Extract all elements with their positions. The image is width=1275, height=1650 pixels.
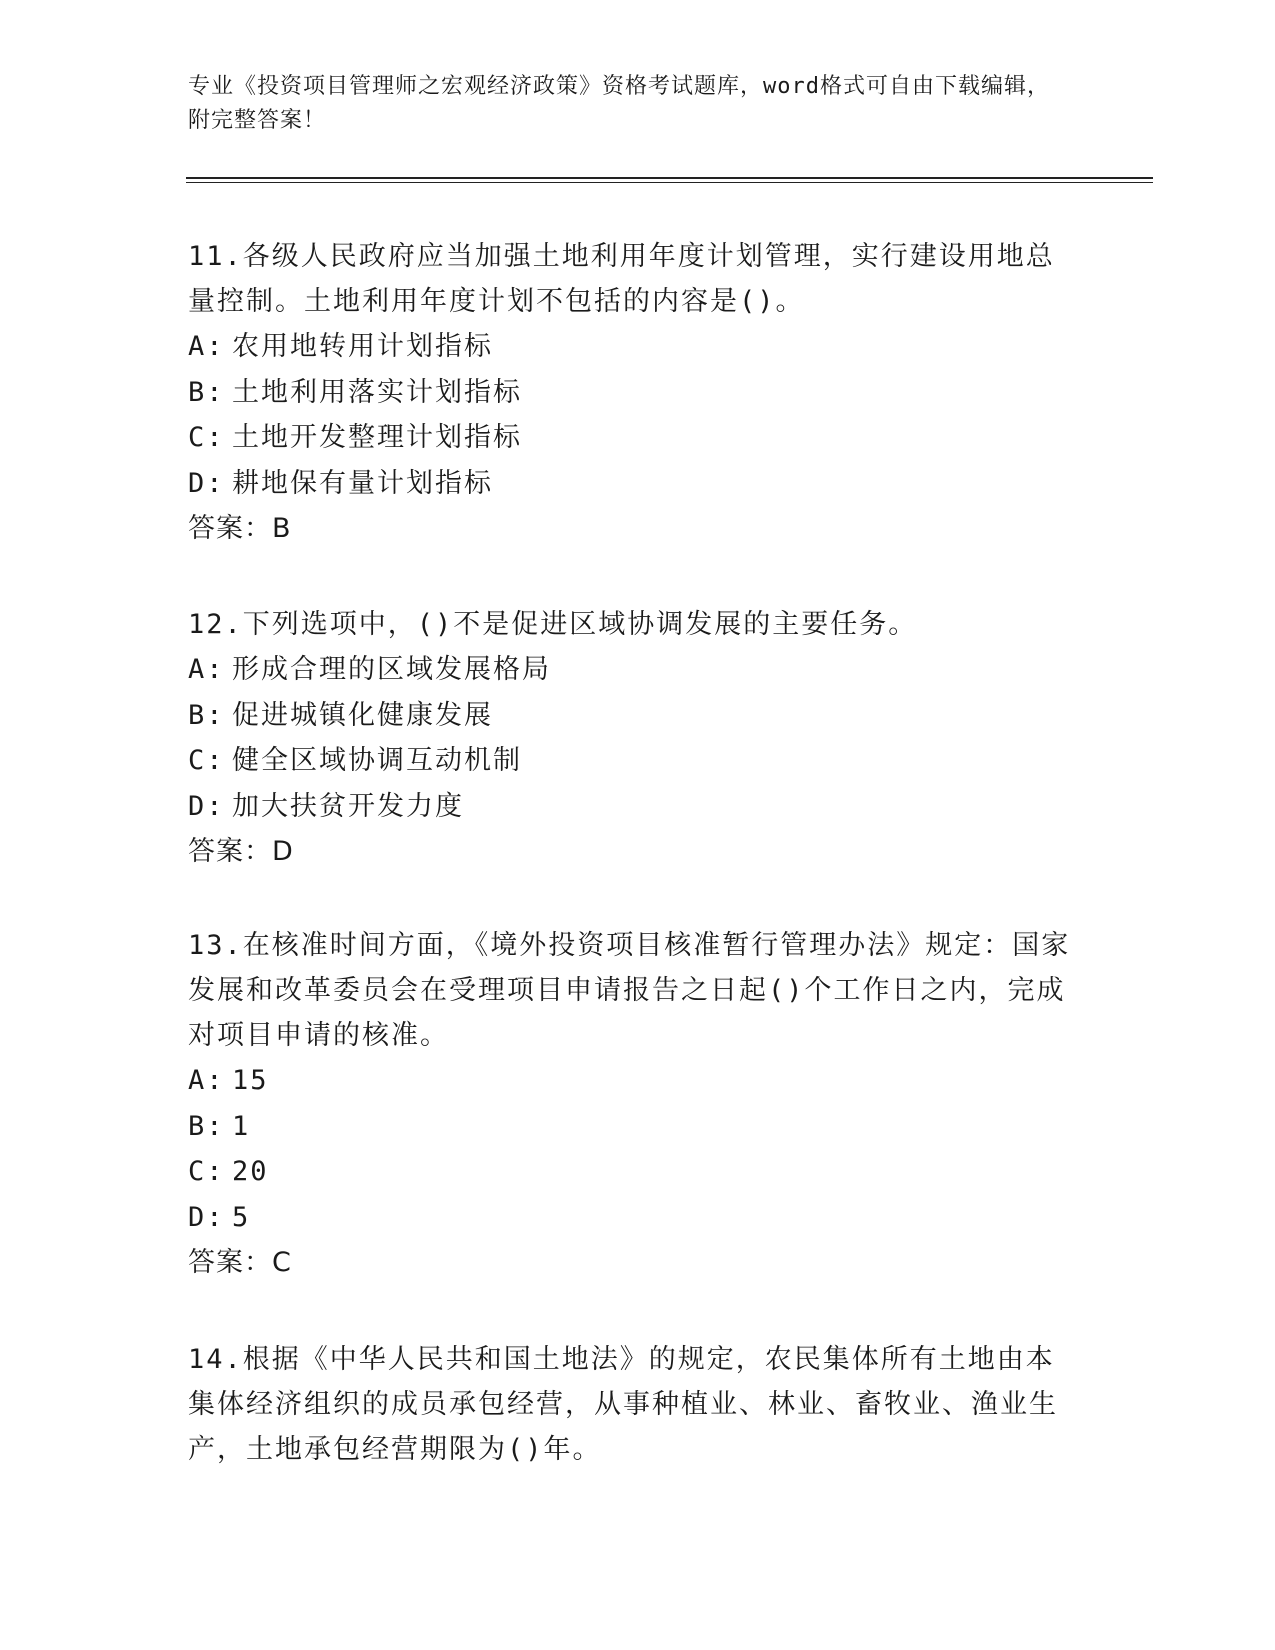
header-divider-thin [186,182,1153,183]
question-stem: 14.根据《中华人民共和国土地法》的规定，农民集体所有土地由本集体经济组织的成员承包经营，从事种植业、林业、畜牧业、渔业生产，土地承包经营期限为()年。 [188,1344,1058,1465]
question-stem: 13.在核准时间方面，《境外投资项目核准暂行管理办法》规定：国家发展和改革委员会在受理项目申请报告之日起()个工作日之内，完成对项目申请的核准。 [188,930,1071,1051]
option-d: D: 加大扶贫开发力度 [188,790,464,822]
answer: 答案：B [188,513,292,544]
option-d: D: 5 [188,1201,251,1233]
question-11 [188,234,1078,552]
question-12 [188,602,1078,875]
option-c: C: 土地开发整理计划指标 [188,422,522,453]
question-13 [188,923,1078,1286]
question-stem: 12.下列选项中，()不是促进区域协调发展的主要任务。 [188,609,918,640]
option-b: B: 土地利用落实计划指标 [188,376,522,408]
document-header: 专业《投资项目管理师之宏观经济政策》资格考试题库，word格式可自由下载编辑，附完整答案！ [188,74,1050,133]
header-divider [186,177,1153,179]
option-b: B: 促进城镇化健康发展 [188,699,493,731]
question-stem: 11.各级人民政府应当加强土地利用年度计划管理，实行建设用地总量控制。土地利用年度计划不包括的内容是()。 [188,241,1055,317]
answer: 答案：C [188,1247,292,1278]
option-d: D: 耕地保有量计划指标 [188,467,493,499]
answer: 答案：D [188,836,294,867]
option-a: A: 形成合理的区域发展格局 [188,654,551,685]
option-b: B: 1 [188,1110,251,1142]
question-14 [188,1337,1078,1472]
option-c: C: 健全区域协调互动机制 [188,745,522,776]
option-a: A: 农用地转用计划指标 [188,331,493,362]
option-c: C: 20 [188,1156,269,1187]
option-a: A: 15 [188,1065,269,1096]
